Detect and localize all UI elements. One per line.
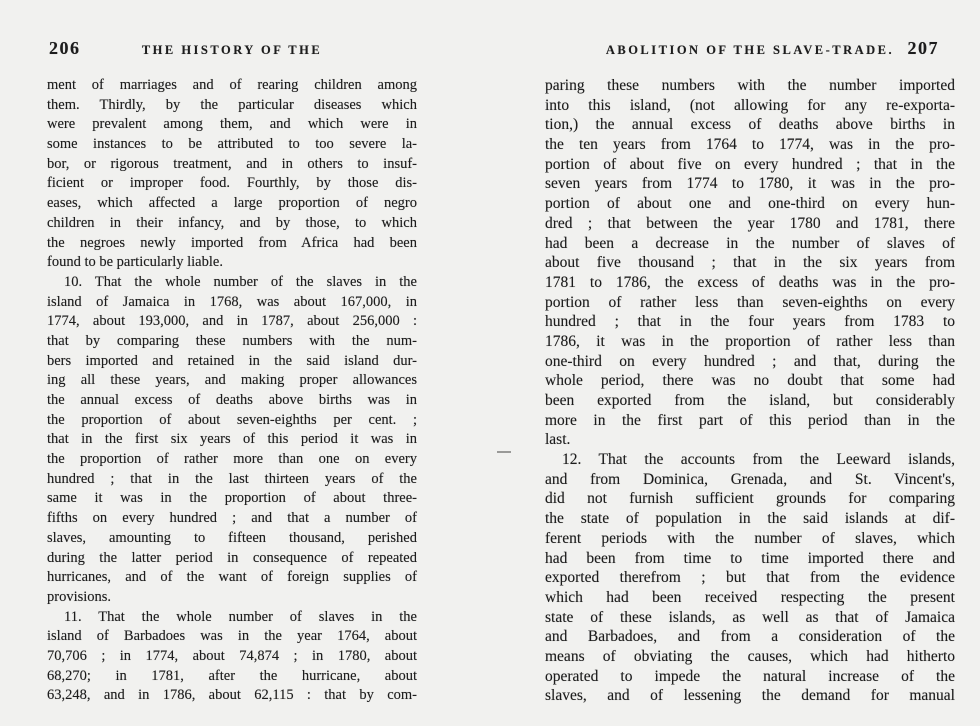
text-line: 68,270; in 1781, after the hurricane, about: [47, 667, 417, 684]
text-line: 1774, about 193,000, and in 1787, about 256,000 :: [47, 313, 417, 330]
text-line: which had been received respecting the present: [545, 588, 955, 606]
text-line: 70,706 ; in 1774, about 74,874 ; in 1780, about: [47, 647, 417, 664]
text-line: 63,248, and in 1786, about 62,115 : that by com-: [47, 687, 417, 704]
text-line: the state of population in the said islands at dif-: [545, 510, 955, 528]
page-left: [47, 38, 417, 706]
text-line: and from Dominica, Grenada, and St. Vincent's,: [545, 470, 955, 488]
text-line: about five thousand ; that in the six years from: [545, 254, 955, 272]
text-line: paring these numbers with the number imported: [545, 77, 955, 94]
text-line: tion,) the annual excess of deaths above births in: [545, 116, 955, 134]
text-line: ficient or improper food. Fourthly, by those dis-: [47, 175, 417, 192]
page-right: [545, 38, 955, 706]
text-line: 1786, it was in the proportion of rather less than: [545, 332, 955, 350]
text-line: the negroes newly imported from Africa had been: [47, 234, 417, 251]
text-line: hurricanes, and of the want of foreign supplies of: [47, 569, 417, 586]
text-line: seven years from 1774 to 1780, it was in the pro-: [545, 175, 955, 193]
text-line: 1781 to 1786, the excess of deaths was in the pro-: [545, 273, 955, 291]
text-line: were prevalent among them, and which were in: [47, 116, 417, 133]
text-line: island of Jamaica in 1768, was about 167,000, in: [47, 293, 417, 310]
text-line: children in their infancy, and by those, to which: [47, 214, 417, 231]
text-line: into this island, (not allowing for any re-exporta-: [545, 96, 955, 114]
text-line: provisions.: [47, 588, 112, 605]
text-line: same it was in the proportion of about three-: [47, 490, 417, 507]
text-line: 11. That the whole number of slaves in the: [64, 608, 417, 625]
text-line: hundred ; that in the last thirteen years of the: [47, 470, 417, 487]
text-line: them. Thirdly, by the particular diseases which: [47, 96, 417, 113]
text-line: whole period, there was no doubt that some had: [545, 372, 955, 390]
text-line: ferent periods with the number of slaves, which: [545, 529, 955, 547]
text-line: exported therefrom ; but that from the evidence: [545, 569, 955, 587]
text-line: during the latter period in consequence of repeated: [47, 549, 417, 566]
page-body-left: [47, 76, 417, 706]
text-line: one-third on every hundred ; and that, during the: [545, 352, 955, 370]
text-line: ing all these years, and making proper allowances: [47, 372, 417, 389]
text-line: the ten years from 1764 to 1774, was in the pro-: [545, 136, 955, 154]
text-line: last.: [545, 431, 571, 449]
text-line: and Barbadoes, and from a consideration of the: [545, 628, 955, 646]
text-line: found to be particularly liable.: [47, 254, 223, 271]
text-line: portion of about five on every hundred ; that in the: [545, 155, 955, 173]
text-line: hundred ; that in the four years from 1783 to: [545, 313, 955, 331]
text-line: slaves, and of lessening the demand for manual: [545, 687, 955, 705]
text-line: did not furnish sufficient grounds for comparing: [545, 490, 955, 508]
text-line: fifths on every hundred ; and that a number of: [47, 510, 417, 527]
page-number-right: 207: [907, 38, 939, 58]
text-line: that by comparing these numbers with the num-: [47, 332, 417, 349]
page-header-left: [47, 38, 417, 60]
page-header-right: [545, 38, 955, 60]
running-header-right: ABOLITION OF THE SLAVE-TRADE.: [605, 43, 895, 57]
text-line: that in the first six years of this period it was in: [47, 431, 417, 448]
text-line: some instances to be attributed to too severe la-: [47, 136, 417, 153]
text-line: slaves, amounting to fifteen thousand, perished: [47, 529, 417, 546]
text-line: portion of about one and one-third on every hun-: [545, 195, 955, 213]
text-line: portion of rather less than seven-eighths on every: [545, 293, 955, 311]
text-line: bers imported and retained in the said island dur-: [47, 352, 417, 369]
text-line: the proportion of about seven-eighths per cent. ;: [47, 411, 417, 428]
text-line: island of Barbadoes was in the year 1764, about: [47, 628, 417, 645]
scan-artifact-dash: [497, 451, 511, 453]
text-line: operated to impede the natural increase of the: [545, 667, 955, 685]
text-line: means of obviating the causes, which had hitherto: [545, 647, 955, 665]
text-line: ment of marriages and of rearing children among: [47, 77, 417, 93]
page-number-left: 206: [49, 38, 81, 58]
text-line: 12. That the accounts from the Leeward islands,: [562, 451, 955, 469]
text-line: more in the first part of this period than in the: [545, 411, 955, 429]
text-line: been exported from the island, but considerably: [545, 392, 955, 409]
page-body-right: [545, 76, 955, 706]
running-header-left: THE HISTORY OF THE: [141, 43, 323, 57]
text-line: had been from time to time imported there and: [545, 549, 955, 567]
text-line: dred ; that between the year 1780 and 1781, there: [545, 214, 955, 232]
text-line: bor, or rigorous treatment, and in others to insuf-: [47, 155, 417, 172]
text-line: the annual excess of deaths above births was in: [47, 392, 417, 408]
text-line: the proportion of rather more than one on every: [47, 451, 417, 468]
text-line: state of these islands, as well as that of Jamaica: [545, 608, 955, 626]
text-line: eases, which affected a large proportion of negro: [47, 195, 417, 212]
text-line: 10. That the whole number of the slaves in the: [64, 273, 417, 290]
text-line: had been a decrease in the number of slaves of: [545, 234, 955, 252]
